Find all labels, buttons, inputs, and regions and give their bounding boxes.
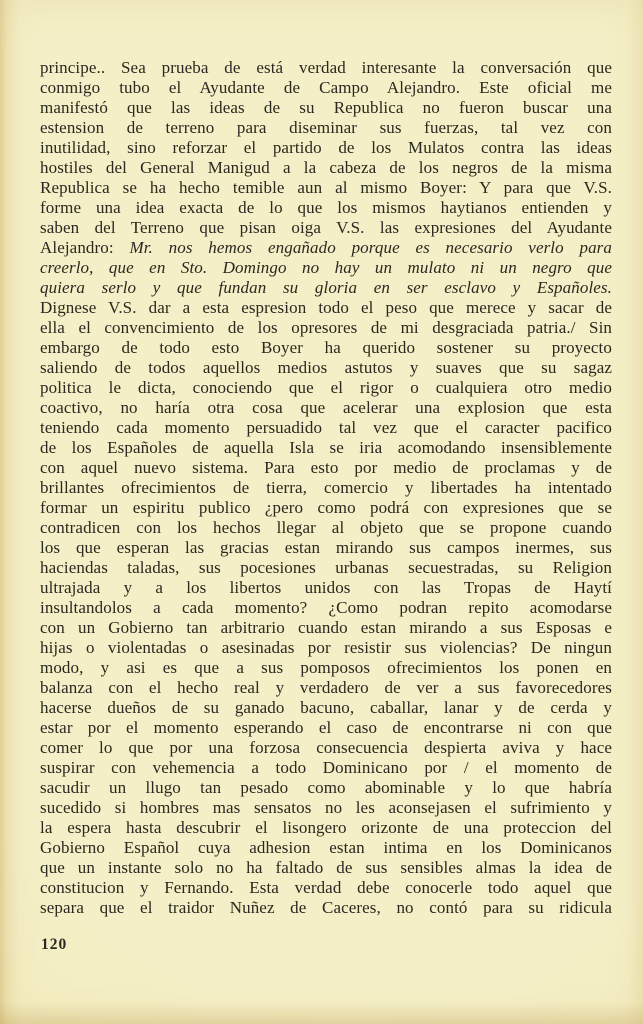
text-line bbox=[40, 878, 612, 898]
body-text: inutilidad, sino reforzar el partido de los Mulatos contra las ideas bbox=[40, 138, 612, 157]
text-line bbox=[40, 678, 612, 698]
body-text: manifestó que las ideas de su Republica no fueron buscar una bbox=[40, 98, 612, 117]
body-text: que un instante solo no ha faltado de sus sensibles almas la idea de bbox=[40, 858, 612, 877]
body-text: Gobierno Español cuya adhesion estan intima en los Dominicanos bbox=[40, 838, 612, 857]
text-line bbox=[40, 618, 612, 638]
text-line bbox=[40, 178, 612, 198]
body-text: brillantes ofrecimientos de tierra, comercio y libertades ha intentado bbox=[40, 478, 612, 497]
text-line bbox=[40, 578, 612, 598]
text-line bbox=[40, 598, 612, 618]
text-line bbox=[40, 738, 612, 758]
body-text: politica le dicta, conociendo que el rigor o cualquiera otro medio bbox=[40, 378, 612, 397]
body-text: contradicen con los hechos llegar al objeto que se propone cuando bbox=[40, 518, 612, 537]
text-line bbox=[40, 118, 612, 138]
body-text: comer lo que por una forzosa consecuencia despierta aviva y hace bbox=[40, 738, 612, 757]
body-text: ultrajada y a los libertos unidos con las Tropas de Haytí bbox=[40, 578, 612, 597]
text-line bbox=[40, 638, 612, 658]
body-text: hostiles del General Manigud a la cabeza de los negros de la misma bbox=[40, 158, 612, 177]
text-line bbox=[40, 818, 612, 838]
body-text: estar por el momento esperando el caso de encontrarse ni con que bbox=[40, 718, 612, 737]
body-text: con un Gobierno tan arbitrario cuando estan mirando a sus Esposas e bbox=[40, 618, 612, 637]
text-line bbox=[40, 498, 612, 518]
quoted-italic-text: creerlo, que en Sto. Domingo no hay un mulato ni un negro que bbox=[40, 258, 612, 277]
body-text: haciendas taladas, sus pocesiones urbanas secuestradas, su Religion bbox=[40, 558, 612, 577]
body-text: Republica se ha hecho temible aun al mismo Boyer: Y para que V.S. bbox=[40, 178, 612, 197]
page-text bbox=[40, 58, 612, 918]
text-line bbox=[40, 98, 612, 118]
quoted-italic-text: quiera serlo y que fundan su gloria en ser esclavo y Españoles. bbox=[40, 278, 612, 297]
body-text: Alejandro: bbox=[40, 238, 130, 257]
text-line bbox=[40, 78, 612, 98]
body-text: teniendo cada momento persuadido tal vez que el caracter pacifico bbox=[40, 418, 612, 437]
body-text: forme una idea exacta de lo que los mismos haytianos entienden y bbox=[40, 198, 612, 217]
text-line bbox=[40, 58, 612, 78]
quoted-italic-text: Mr. nos hemos engañado porque es necesario verlo para bbox=[129, 238, 612, 257]
text-line bbox=[40, 358, 612, 378]
body-text: hacerse dueños de su ganado bacuno, caballar, lanar y de cerda y bbox=[40, 698, 612, 717]
body-text: insultandolos a cada momento? ¿Como podran repito acomodarse bbox=[40, 598, 612, 617]
text-line bbox=[40, 278, 612, 298]
text-line bbox=[40, 238, 612, 258]
text-line bbox=[40, 318, 612, 338]
text-line bbox=[40, 138, 612, 158]
body-text: Dignese V.S. dar a esta espresion todo el peso que merece y sacar de bbox=[40, 298, 612, 317]
text-line bbox=[40, 298, 612, 318]
text-line bbox=[40, 798, 612, 818]
text-line bbox=[40, 838, 612, 858]
body-text: los que esperan las gracias estan mirando sus campos inermes, sus bbox=[40, 538, 612, 557]
body-text: saliendo de todos aquellos medios astutos y suaves que su sagaz bbox=[40, 358, 612, 377]
text-line bbox=[40, 218, 612, 238]
text-line bbox=[40, 538, 612, 558]
body-text: constitucion y Fernando. Esta verdad debe conocerle todo aquel que bbox=[40, 878, 612, 897]
text-line bbox=[40, 718, 612, 738]
body-text: hijas o violentadas o asesinadas por resistir sus violencias? De ningun bbox=[40, 638, 612, 657]
body-text: balanza con el hecho real y verdadero de ver a sus favorecedores bbox=[40, 678, 612, 697]
text-line bbox=[40, 898, 612, 918]
body-text: embargo de todo esto Boyer ha querido sostener su proyecto bbox=[40, 338, 612, 357]
text-line bbox=[40, 778, 612, 798]
text-line bbox=[40, 338, 612, 358]
text-line bbox=[40, 758, 612, 778]
body-text: formar un espiritu publico ¿pero como podrá con expresiones que se bbox=[40, 498, 612, 517]
body-text: sucedido si hombres mas sensatos no les aconsejasen el sufrimiento y bbox=[40, 798, 612, 817]
text-line bbox=[40, 858, 612, 878]
body-text: principe.. Sea prueba de está verdad interesante la conversación que bbox=[40, 58, 612, 77]
text-line bbox=[40, 518, 612, 538]
body-text: saben del Terreno que pisan oiga V.S. las expresiones del Ayudante bbox=[40, 218, 612, 237]
page-number: 120 bbox=[41, 936, 68, 953]
text-line bbox=[40, 438, 612, 458]
text-line bbox=[40, 558, 612, 578]
body-text: ella el convencimiento de los opresores de mi desgraciada patria./ Sin bbox=[40, 318, 612, 337]
text-line bbox=[40, 658, 612, 678]
text-line bbox=[40, 478, 612, 498]
text-line bbox=[40, 398, 612, 418]
text-line bbox=[40, 258, 612, 278]
text-line bbox=[40, 418, 612, 438]
body-text: con aquel nuevo sistema. Para esto por medio de proclamas y de bbox=[40, 458, 612, 477]
body-text: estension de terreno para diseminar sus fuerzas, tal vez con bbox=[40, 118, 612, 137]
body-text: de los Españoles de aquella Isla se iria acomodando insensiblemente bbox=[40, 438, 612, 457]
text-line bbox=[40, 698, 612, 718]
text-line bbox=[40, 458, 612, 478]
text-line bbox=[40, 378, 612, 398]
body-text: separa que el traidor Nuñez de Caceres, no contó para su ridicula bbox=[40, 898, 612, 917]
body-text: conmigo tubo el Ayudante de Campo Alejandro. Este oficial me bbox=[40, 78, 612, 97]
text-line bbox=[40, 198, 612, 218]
body-text: suspirar con vehemencia a todo Dominicano por / el momento de bbox=[40, 758, 612, 777]
text-line bbox=[40, 158, 612, 178]
body-text: modo, y asi es que a sus pomposos ofrecimientos los ponen en bbox=[40, 658, 612, 677]
body-text: sacudir un llugo tan pesado como abominable y lo que habría bbox=[40, 778, 612, 797]
body-text: coactivo, no haría otra cosa que acelerar una explosion que esta bbox=[40, 398, 612, 417]
body-text: la espera hasta descubrir el lisongero orizonte de una proteccion del bbox=[40, 818, 612, 837]
